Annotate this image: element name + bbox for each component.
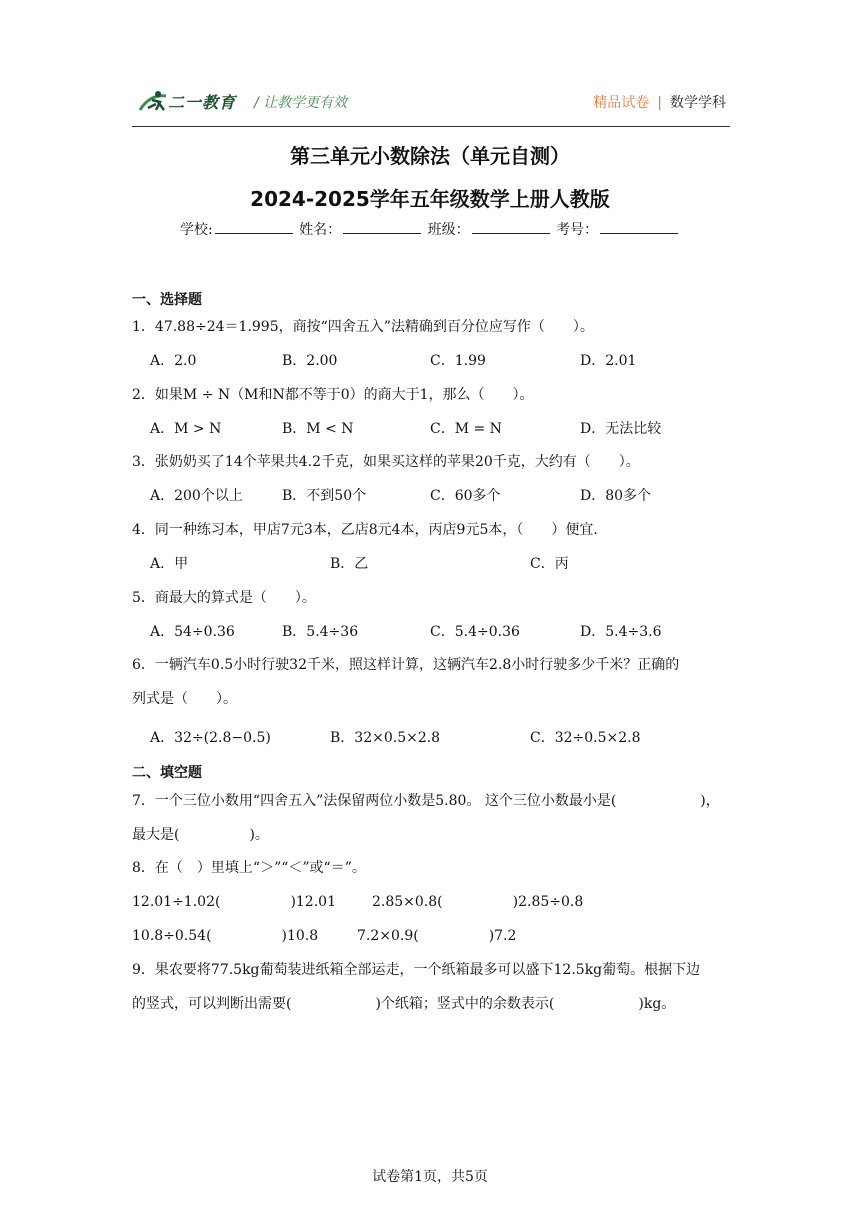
- q3-option-d: D．80多个: [580, 488, 652, 504]
- q5-option-d: D．5.4÷3.6: [580, 624, 662, 640]
- q7-line2: 最大是( )。: [132, 827, 269, 843]
- page-footer: 试卷第1页，共5页: [372, 1169, 488, 1185]
- q8-item-4: 7.2×0.9( )7.2: [357, 928, 517, 944]
- q8-item-1: 12.01÷1.02( )12.01: [132, 894, 336, 910]
- q2-option-b: B．M < N: [282, 421, 354, 437]
- page-title: 第三单元小数除法（单元自测）: [290, 144, 570, 168]
- q1-option-c: C．1.99: [430, 353, 486, 369]
- q9-line2: 的竖式，可以判断出需要( )个纸箱；竖式中的余数表示( )kg。: [132, 996, 676, 1012]
- name-field[interactable]: [343, 221, 421, 234]
- page-subtitle: 2024-2025学年五年级数学上册人教版: [250, 187, 610, 211]
- q3-option-a: A．200个以上: [150, 488, 243, 504]
- q1-stem: 1．47.88÷24＝1.995，商按“四舍五入”法精确到百分位应写作（ ）。: [132, 319, 594, 335]
- q4-option-a: A．甲: [150, 556, 189, 572]
- q8-stem: 8．在（ ）里填上“＞”“＜”或“＝”。: [132, 860, 366, 876]
- class-label: 班级：: [427, 222, 470, 238]
- section-fill: 二、填空题: [132, 765, 202, 781]
- q6-option-a: A．32÷(2.8−0.5): [150, 730, 271, 746]
- student-info: [0, 219, 860, 239]
- q2-option-c: C．M = N: [430, 421, 502, 437]
- q7-line1: 7．一个三位小数用“四舍五入”法保留两位小数是5.80。 这个三位小数最小是( )，: [132, 793, 720, 809]
- q1-option-a: A．2.0: [150, 353, 197, 369]
- q6-stem-line1: 6．一辆汽车0.5小时行驶32千米，照这样计算，这辆汽车2.8小时行驶多少千米？正确的: [132, 657, 680, 673]
- school-field[interactable]: [215, 221, 293, 234]
- q4-option-c: C．丙: [530, 556, 569, 572]
- q5-option-b: B．5.4÷36: [282, 624, 359, 640]
- class-field[interactable]: [472, 221, 550, 234]
- q3-option-b: B．不到50个: [282, 488, 367, 504]
- q6-stem-line2: 列式是（ ）。: [132, 691, 237, 707]
- logo-text: 二一教育: [168, 93, 237, 112]
- section-choice: 一、选择题: [132, 292, 202, 308]
- q8-item-3: 10.8÷0.54( )10.8: [132, 928, 319, 944]
- header-separator: |: [657, 95, 662, 111]
- q3-option-c: C．60多个: [430, 488, 501, 504]
- name-label: 姓名：: [299, 222, 342, 238]
- q5-stem: 5．商最大的算式是（ ）。: [132, 590, 316, 606]
- q2-stem: 2．如果M ÷ N（M和N都不等于0）的商大于1，那么（ ）。: [132, 387, 534, 403]
- number-field[interactable]: [600, 221, 678, 234]
- q3-stem: 3．张奶奶买了14个苹果共4.2千克，如果买这样的苹果20千克，大约有（ ）。: [132, 454, 640, 470]
- school-label: 学校:: [179, 222, 213, 238]
- page-header: [132, 84, 730, 127]
- q4-stem: 4．同一种练习本，甲店7元3本，乙店8元4本，丙店9元5本，（ ）便宜.: [132, 522, 598, 538]
- q5-option-a: A．54÷0.36: [150, 624, 235, 640]
- q4-option-b: B．乙: [330, 556, 369, 572]
- q6-option-b: B．32×0.5×2.8: [330, 730, 441, 746]
- q8-item-2: 2.85×0.8( )2.85÷0.8: [372, 894, 584, 910]
- q1-option-d: D．2.01: [580, 353, 637, 369]
- q6-option-c: C．32÷0.5×2.8: [530, 730, 641, 746]
- q5-option-c: C．5.4÷0.36: [430, 624, 520, 640]
- number-label: 考号：: [556, 222, 599, 238]
- q1-option-b: B．2.00: [282, 353, 338, 369]
- q2-option-d: D．无法比较: [580, 421, 662, 437]
- header-right: [593, 92, 726, 112]
- q2-option-a: A．M > N: [150, 421, 222, 437]
- slogan: / 让教学更有效: [254, 95, 348, 111]
- q9-line1: 9．果农要将77.5kg葡萄装进纸箱全部运走，一个纸箱最多可以盛下12.5kg葡萄。根据下边: [132, 962, 701, 978]
- header-tag: 精品试卷: [593, 95, 650, 111]
- header-subject: 数学学科: [670, 95, 726, 111]
